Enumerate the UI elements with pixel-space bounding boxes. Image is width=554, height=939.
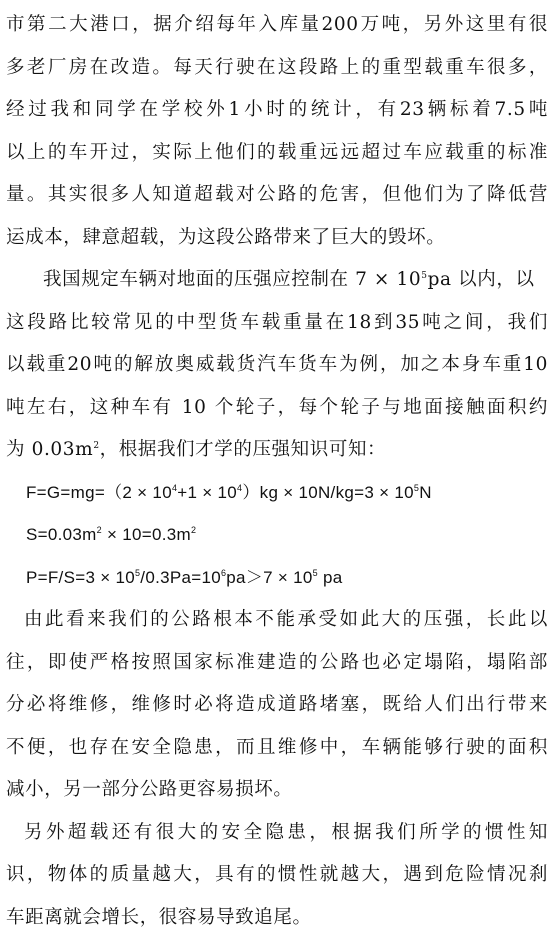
text-line: 市第二大港口，据介绍每年入库量200万吨，另外这里有很 xyxy=(6,4,548,47)
text-line: 以载重20吨的解放奥威载货汽车货车为例，加之本身车重10 xyxy=(6,344,548,387)
formula-segment: × 10=0.3m xyxy=(102,525,191,544)
formula-force xyxy=(6,472,548,515)
text-line: 多老厂房在改造。每天行驶在这段路上的重型载重车很多， xyxy=(6,47,548,90)
superscript: 4 xyxy=(237,483,242,493)
formula-area xyxy=(6,514,548,557)
text-line xyxy=(6,259,548,302)
formula-segment: P=F/S=3 × 10 xyxy=(26,568,135,587)
text-line: 减小，另一部分公路更容易损坏。 xyxy=(6,769,548,812)
formula-segment: S=0.03m xyxy=(26,525,97,544)
formula-block xyxy=(6,472,548,600)
superscript: 2 xyxy=(93,441,99,451)
superscript: 5 xyxy=(414,483,419,493)
text-line: 吨左右，这种车有 10 个轮子，每个轮子与地面接触面积约 xyxy=(6,387,548,430)
paragraph-3 xyxy=(6,599,548,812)
text-segment: 我国规定车辆对地面的压强应控制在 7 × 10 xyxy=(43,269,421,290)
formula-segment: +1 × 10 xyxy=(177,483,237,502)
formula-segment: pa xyxy=(318,568,343,587)
superscript: 5 xyxy=(135,568,140,578)
text-line: 这段路比较常见的中型货车载重量在18到35吨之间，我们 xyxy=(6,302,548,345)
superscript: 2 xyxy=(191,525,196,535)
text-line: 量。其实很多人知道超载对公路的危害，但他们为了降低营 xyxy=(6,174,548,217)
text-segment: 为 0.03m xyxy=(6,439,93,460)
text-line: 运成本，肆意超载，为这段公路带来了巨大的毁坏。 xyxy=(6,217,548,260)
formula-segment: N xyxy=(419,483,432,502)
superscript: 2 xyxy=(97,525,102,535)
formula-segment: /0.3Pa=10 xyxy=(140,568,221,587)
text-line: 识，物体的质量越大，具有的惯性就越大，遇到危险情况刹 xyxy=(6,854,548,897)
formula-pressure xyxy=(6,557,548,600)
formula-segment: ）kg × 10N/kg=3 × 10 xyxy=(242,483,414,502)
text-segment: ，根据我们才学的压强知识可知： xyxy=(100,439,387,460)
text-segment: pa 以内，以 xyxy=(428,269,535,290)
paragraph-1 xyxy=(6,4,548,259)
superscript: 6 xyxy=(221,568,226,578)
text-line: 另外超载还有很大的安全隐患，根据我们所学的惯性知 xyxy=(6,812,548,855)
text-line: 往，即使严格按照国家标准建造的公路也必定塌陷，塌陷部 xyxy=(6,642,548,685)
text-line: 不便，也存在安全隐患，而且维修中，车辆能够行驶的面积 xyxy=(6,727,548,770)
text-line: 以上的车开过，实际上他们的载重远远超过车应载重的标准 xyxy=(6,132,548,175)
formula-segment: pa＞7 × 10 xyxy=(226,568,312,587)
formula-segment: F=G=mg=（2 × 10 xyxy=(26,483,172,502)
superscript: 5 xyxy=(421,271,427,281)
superscript: 4 xyxy=(172,483,177,493)
text-line xyxy=(6,429,548,472)
text-line: 车距离就会增长，很容易导致追尾。 xyxy=(6,897,548,939)
paragraph-4 xyxy=(6,812,548,939)
superscript: 5 xyxy=(313,568,318,578)
text-line: 由此看来我们的公路根本不能承受如此大的压强，长此以 xyxy=(6,599,548,642)
text-line: 经过我和同学在学校外1小时的统计，有23辆标着7.5吨 xyxy=(6,89,548,132)
text-line: 分必将维修，维修时必将造成道路堵塞，既给人们出行带来 xyxy=(6,684,548,727)
paragraph-2 xyxy=(6,259,548,472)
